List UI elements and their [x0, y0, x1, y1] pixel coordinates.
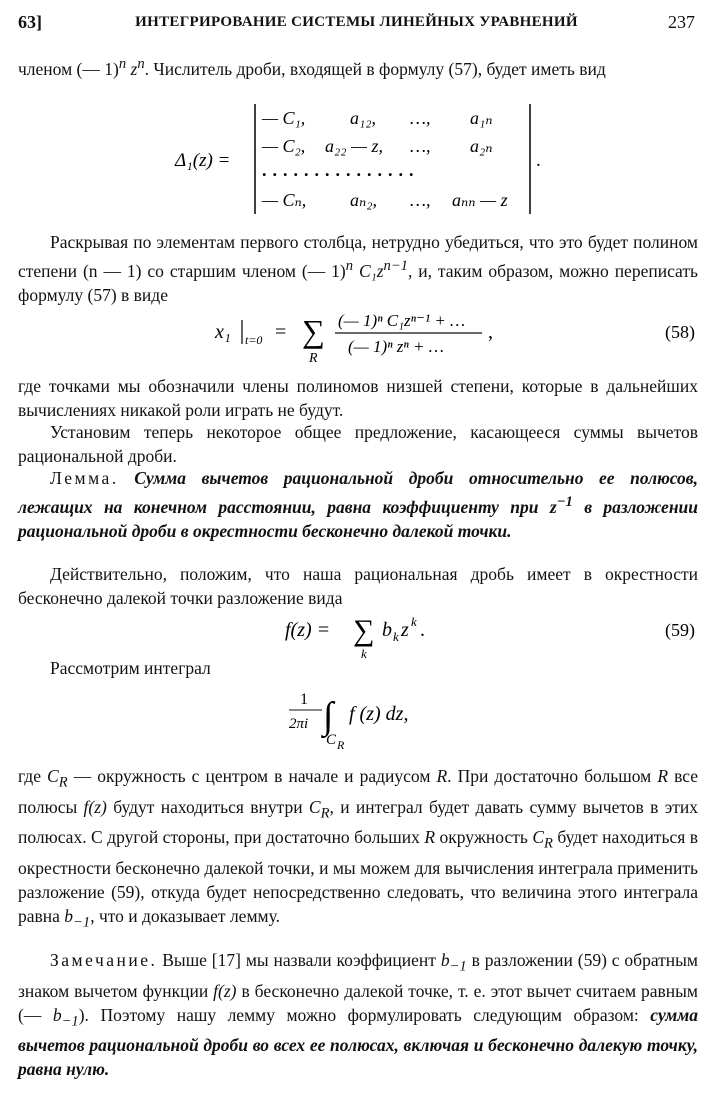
- eq59-var: z: [401, 619, 409, 641]
- eq59-sum-index: k: [361, 646, 367, 660]
- integral-fraction-num: 1: [300, 691, 308, 708]
- det-cell: …,: [410, 136, 431, 156]
- eq58-equals: =: [275, 321, 287, 343]
- lemma-statement: Лемма. Сумма вычетов рациональной дроби относительно ее полюсов, лежащих на конечном расстоянии, равна коэффициенту при $z^{-1}$ в разложении рациональной дроби в окрестности бесконечно далекой точки.: [18, 468, 698, 541]
- determinant-lhs: Δ₁(z) =: [175, 150, 231, 171]
- paragraph-dots-note: где точками мы обозначили члены полиномов низшей степени, которые в дальнейших вычислениях никакой роли играть не будут.: [18, 376, 698, 420]
- eq59-coef: b: [382, 619, 392, 641]
- eq58-sum: ∑: [302, 313, 325, 349]
- eq59-number: (59): [665, 620, 695, 640]
- det-period: .: [536, 150, 541, 171]
- integral-sign: ∫: [323, 695, 334, 737]
- integral-fraction-den: 2πi: [289, 716, 309, 732]
- eq59-lhs: f(z) =: [285, 619, 331, 641]
- eq59-var-sup: k: [411, 614, 417, 629]
- integral-contour: C: [326, 732, 337, 748]
- contour-integral: [0, 682, 717, 756]
- paragraph-consider: Рассмотрим интеграл: [50, 658, 211, 678]
- paragraph-intro: членом (— 1)$^n$ $z^n$. Числитель дроби, входящей в формулу (57), будет иметь вид: [18, 56, 606, 79]
- det-cell: …,: [410, 190, 431, 210]
- det-cell: — C₁,: [262, 108, 306, 128]
- paragraph-proof: Действительно, положим, что наша рациональная дробь имеет в окрестности бесконечно далекой точки разложение вида: [18, 564, 698, 608]
- page-number: 237: [668, 12, 695, 32]
- det-cell: — Cₙ,: [262, 190, 307, 210]
- determinant-formula: [0, 100, 717, 220]
- remark-paragraph: Замечание. Выше [17] мы назвали коэффициент $b_{-1}$ в разложении (59) с обратным знаком вычетом функции f(z) в бесконечно далекой точке, т. е. этот вычет считаем равным (— $b_{-1}$). Поэтому нашу лемму можно формулировать следующим образом: сумма вычетов рациональной дроби во всех ее полюсах, включая и бесконечно далекую точку, равна нулю.: [18, 950, 699, 1079]
- paragraph-contour-argument: где $C_R$ — окружность с центром в начале и радиусом R. При достаточно большом R все полюсы f(z) будут находиться внутри $C_R$, и интеграл будет давать сумму вычетов в этих полюсах. С другой стороны, при достаточно больших R окружность $C_R$ будет находиться в окрестности бесконечно далекой точки, и мы можем для вычисления интеграла применить разложение (59), откуда будет непосредственно следовать, что величина этого интеграла равна $b_{-1}$, что и доказывает лемму.: [18, 766, 698, 930]
- running-header: [18, 12, 695, 38]
- det-cell: — C₂,: [262, 136, 306, 156]
- equation-58: [0, 300, 717, 368]
- eq59-period: .: [420, 619, 425, 641]
- equation-59: [0, 604, 717, 660]
- eq58-condition: t=0: [245, 333, 263, 347]
- paragraph-expansion: Раскрывая по элементам первого столбца, нетрудно убедиться, что это будет полином степени (n — 1) со старшим членом (— 1)$^n$ $C_1z^{n-1}$, и, таким образом, можно переписать формулу (57) в виде: [18, 232, 699, 305]
- running-title: ИНТЕГРИРОВАНИЕ СИСТЕМЫ ЛИНЕЙНЫХ УРАВНЕНИЙ: [135, 14, 578, 30]
- det-cell: …,: [410, 108, 431, 128]
- eq59-coef-sub: k: [393, 629, 399, 644]
- paragraph-general: Установим теперь некоторое общее предложение, касающееся суммы вычетов рациональной дроби.: [18, 422, 698, 466]
- det-cell: a₂₂ — z,: [325, 136, 384, 156]
- eq58-numerator: (— 1)ⁿ C₁zⁿ⁻¹ + …: [338, 311, 466, 330]
- integral-integrand: f (z) dz,: [349, 703, 409, 725]
- det-cell: a₁ₙ: [470, 108, 493, 128]
- section-number: 63]: [18, 12, 42, 32]
- eq58-comma: ,: [488, 321, 493, 343]
- det-cell: a₂ₙ: [470, 136, 493, 156]
- eq58-sum-index: R: [309, 351, 318, 366]
- eq58-number: (58): [665, 322, 695, 342]
- eq59-sum: ∑: [353, 614, 375, 647]
- det-cell: a₁₂,: [350, 108, 377, 128]
- integral-contour-sub: R: [337, 738, 345, 752]
- det-dots: ...............: [262, 160, 420, 180]
- eq58-lhs: x₁: [215, 321, 231, 343]
- det-cell: aₙₙ — z: [452, 190, 508, 210]
- eq58-denominator: (— 1)ⁿ zⁿ + …: [348, 337, 444, 356]
- det-cell: aₙ₂,: [350, 190, 378, 210]
